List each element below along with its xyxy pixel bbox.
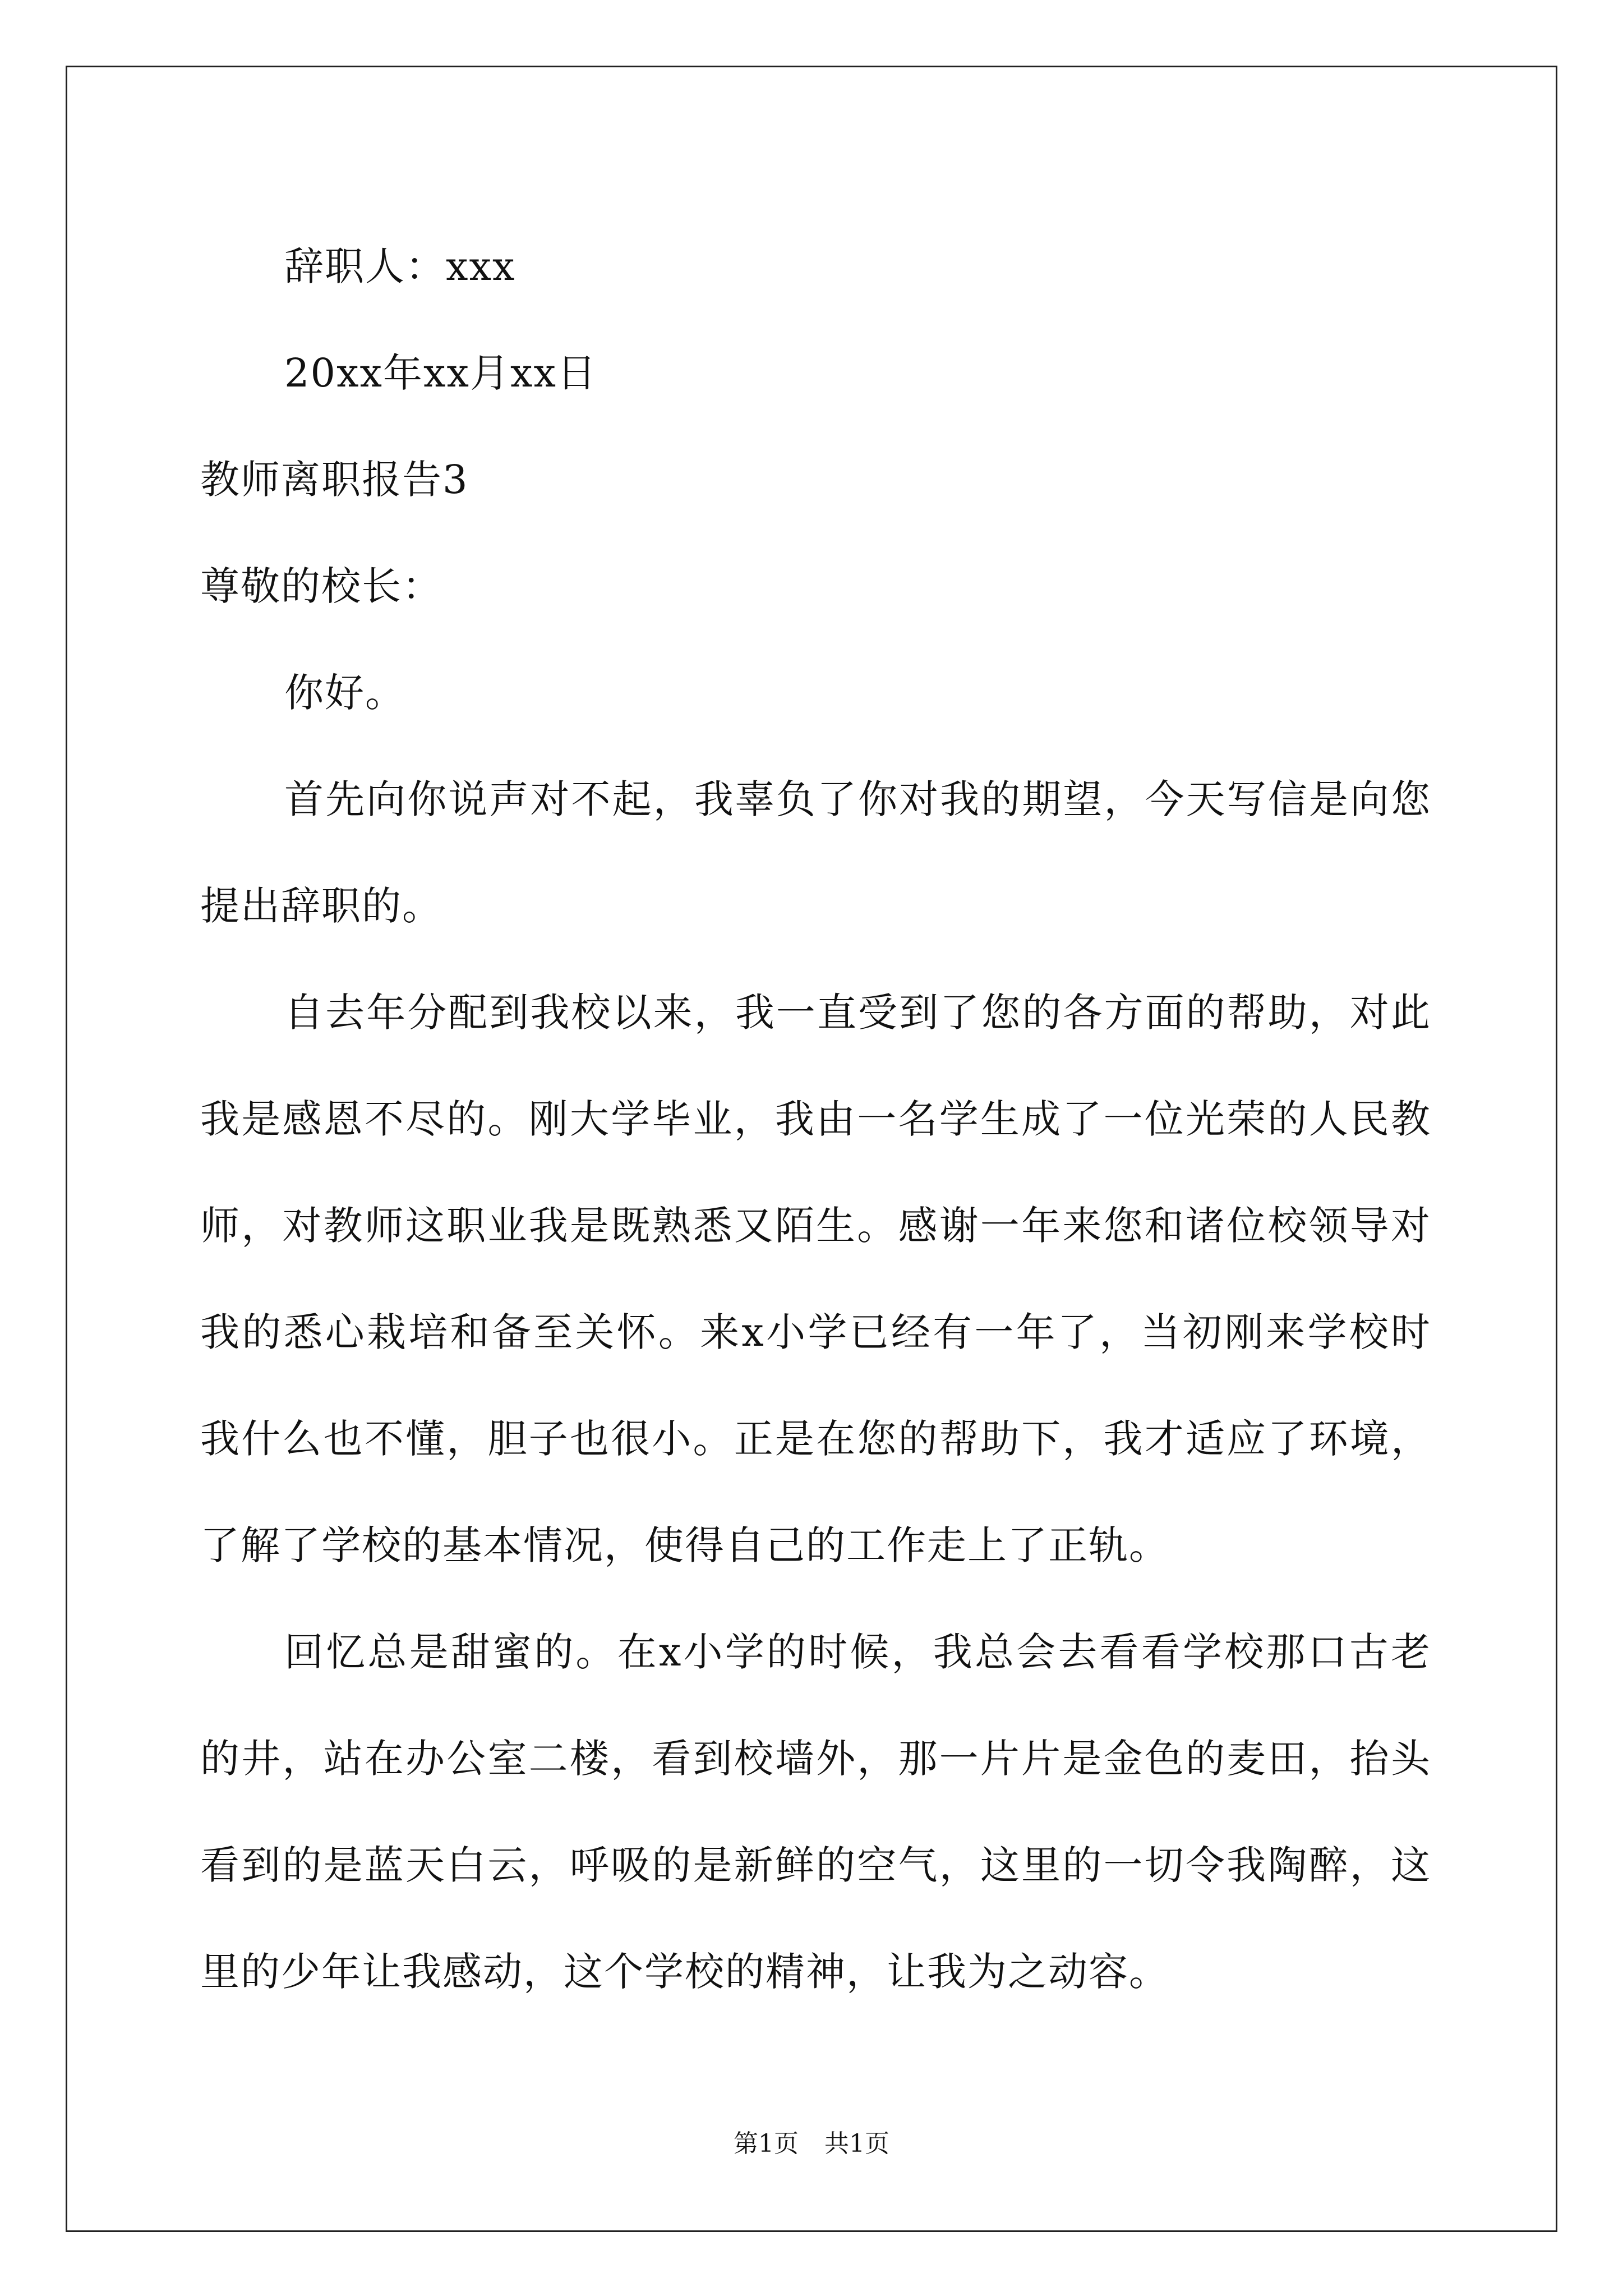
section-title: 教师离职报告3 (200, 457, 469, 503)
page-number-total: 共1页 (824, 2129, 889, 2158)
document-body (200, 213, 1431, 2025)
paragraph-apology: 首先向你说声对不起，我辜负了你对我的期望，今天写信是向您提出辞职的。 (200, 776, 1431, 929)
greeting: 你好。 (284, 670, 405, 716)
paragraph-gratitude: 自去年分配到我校以来，我一直受到了您的各方面的帮助，对此我是感恩不尽的。刚大学毕业，我由一名学生成了一位光荣的人民教师，对教师这职业我是既熟悉又陌生。感谢一年来您和诸位校领导对我的悉心栽培和备至关怀。来x小学已经有一年了，当初刚来学校时我什么也不懂，胆子也很小。正是在您的帮助下，我才适应了环境，了解了学校的基本情况，使得自己的工作走上了正轨。 (200, 990, 1431, 1568)
salutation: 尊敬的校长： (200, 563, 442, 609)
resigner-line: 辞职人：xxx (284, 243, 516, 289)
date-line: 20xx年xx月xx日 (284, 350, 597, 396)
page-number-current: 第1页 (734, 2129, 799, 2158)
paragraph-memories: 回忆总是甜蜜的。在x小学的时候，我总会去看看学校那口古老的井，站在办公室二楼，看到校墙外，那一片片是金色的麦田，抬头看到的是蓝天白云，呼吸的是新鲜的空气，这里的一切令我陶醉，这里的少年让我感动，这个学校的精神，让我为之动容。 (200, 1629, 1431, 1995)
page-footer (0, 2127, 1623, 2161)
